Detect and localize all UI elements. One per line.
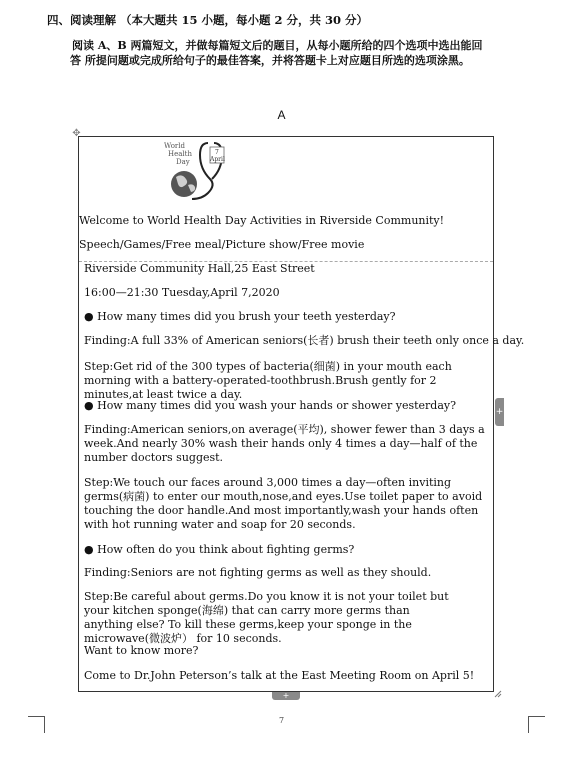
crop-mark-right bbox=[528, 716, 545, 733]
question-2: ● How many times did you wash your hands or shower yesterday? bbox=[84, 399, 457, 412]
finding-1: Finding:A full 33% of American seniors(长者) brush their teeth only once a day. bbox=[84, 334, 525, 347]
logo-date-number: 7 bbox=[215, 149, 219, 156]
move-handle-icon[interactable]: ✥ bbox=[72, 128, 81, 139]
bottom-add-tab-plus-icon[interactable]: + bbox=[272, 692, 300, 700]
step-2: Step:We touch our faces around 3,000 times a day—often inviting germs(病菌) to enter our mouth,nose,and eyes.Use toilet paper to avoid touching the door handle.And most importantly,wash your hands often with hot running water and soap for 20 seconds. bbox=[84, 476, 483, 531]
page-number: 7 bbox=[278, 716, 285, 725]
question-3: ● How often do you think about fighting germs? bbox=[84, 543, 355, 556]
time-line: 16:00—21:30 Tuesday,April 7,2020 bbox=[84, 286, 280, 299]
finding-3: Finding:Seniors are not fighting germs as well as they should. bbox=[84, 566, 432, 579]
step-3: Step:Be careful about germs.Do you know it is not your toilet but your kitchen sponge(海绵) that can carry more germs than anything else? To kill these germs,keep your sponge in the microwave(微波炉） for 10 seconds. bbox=[84, 590, 449, 645]
passage-label: A bbox=[277, 108, 286, 122]
logo-date-month: April bbox=[210, 156, 225, 163]
world-health-day-logo bbox=[162, 139, 228, 202]
logo-text-health: Health bbox=[168, 150, 192, 158]
instructions-line-2: 答 所提问题或完成所给句子的最佳答案，并将答题卡上对应题目所选的选项涂黑。 bbox=[70, 54, 470, 67]
side-add-tab-plus-icon[interactable]: + bbox=[495, 398, 504, 426]
resize-corner-icon[interactable] bbox=[494, 690, 502, 698]
welcome-line: Welcome to World Health Day Activities in Riverside Community! bbox=[79, 214, 445, 227]
instructions-line-1: 阅读 A、B 两篇短文，并做每篇短文后的题目，从每小题所给的四个选项中选出能回 bbox=[72, 39, 483, 52]
step-1: Step:Get rid of the 300 types of bacteria(细菌) in your mouth each morning with a battery-operated-toothbrush.Brush gently for 2 minutes,at least twice a day. bbox=[84, 360, 452, 401]
section-title: 四、阅读理解 （本大题共 15 小题，每小题 2 分，共 30 分） bbox=[47, 13, 369, 27]
logo-text-day: Day bbox=[176, 158, 190, 166]
question-1: ● How many times did you brush your teeth yesterday? bbox=[84, 310, 396, 323]
activities-line: Speech/Games/Free meal/Picture show/Free movie bbox=[79, 238, 365, 251]
logo-text-world: World bbox=[164, 142, 185, 150]
crop-mark-left bbox=[28, 716, 45, 733]
more-info-question: Want to know more? bbox=[84, 644, 199, 657]
talk-invitation: Come to Dr.John Peterson’s talk at the East Meeting Room on April 5! bbox=[84, 669, 475, 682]
section-instructions bbox=[72, 38, 517, 68]
finding-2: Finding:American seniors,on average(平均), shower fewer than 3 days a week.And nearly 30% wash their hands only 4 times a day—half of the number doctors suggest. bbox=[84, 423, 485, 464]
venue-line: Riverside Community Hall,25 East Street bbox=[84, 262, 315, 275]
